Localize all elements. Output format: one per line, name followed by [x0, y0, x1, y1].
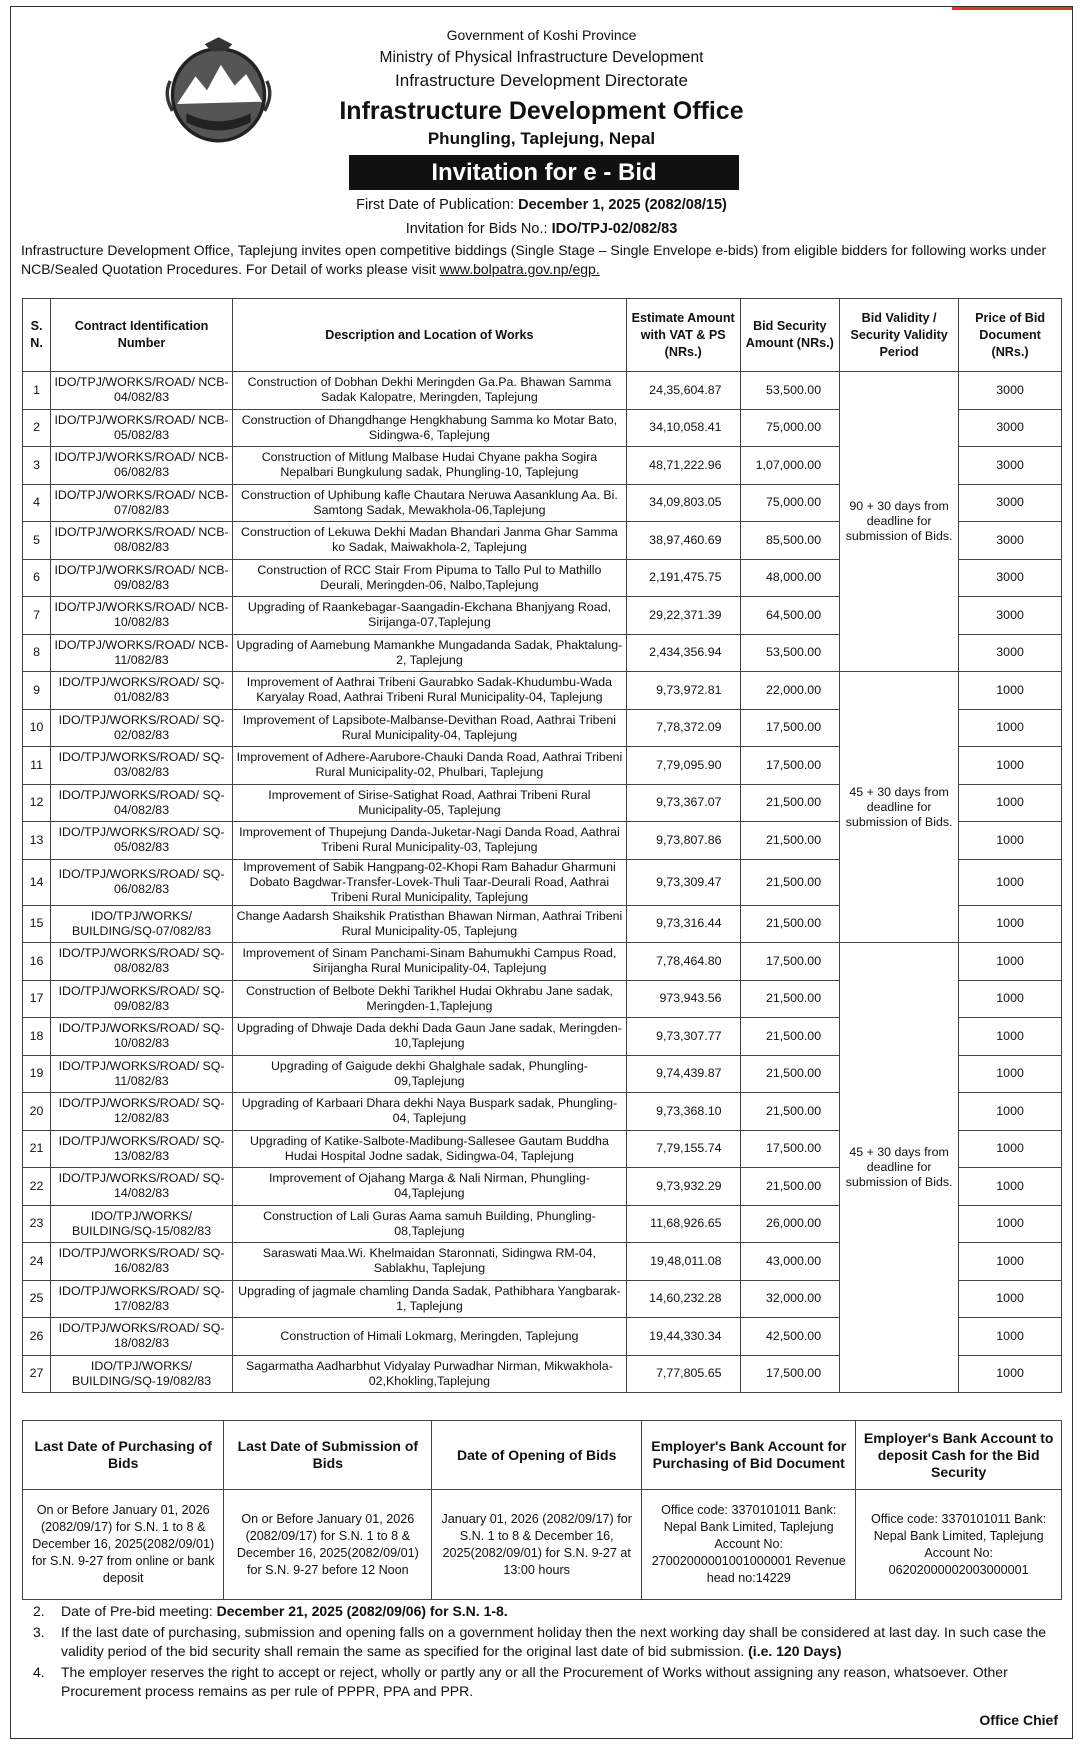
- cell-estimate: 14,60,232.28: [626, 1280, 740, 1318]
- cell-sn: 26: [23, 1318, 51, 1356]
- cell-contract-id: IDO/TPJ/WORKS/ BUILDING/SQ-07/082/83: [51, 905, 233, 943]
- cell-description: Improvement of Lapsibote-Malbanse-Devithan Road, Aathrai Tribeni Rural Municipality-04, Taplejung: [232, 709, 626, 747]
- header-last-submission: Last Date of Submission of Bids: [224, 1421, 432, 1490]
- cell-contract-id: IDO/TPJ/WORKS/ROAD/ NCB-11/082/83: [51, 634, 233, 672]
- cell-sn: 22: [23, 1168, 51, 1206]
- cell-contract-id: IDO/TPJ/WORKS/ROAD/ SQ-05/082/83: [51, 822, 233, 860]
- note-number: 3.: [33, 1624, 45, 1640]
- cell-price: 3000: [959, 522, 1062, 560]
- red-corner-mark: [952, 7, 1072, 10]
- cell-bid-security: 21,500.00: [740, 784, 840, 822]
- cell-sn: 13: [23, 822, 51, 860]
- cell-price: 1000: [959, 1318, 1062, 1356]
- intro-paragraph: Infrastructure Development Office, Taplejung invites open competitive biddings (Single Stage – Single Envelope e-bids) from eligible bidders for following works under NCB/Sealed Quotation Procedures. For Detail of works please visit www.bolpatra.gov.np/egp.: [21, 242, 1047, 277]
- cell-bid-security: 21,500.00: [740, 1093, 840, 1131]
- cell-price: 1000: [959, 905, 1062, 943]
- cell-description: Construction of Dhangdhange Hengkhabung Samma ko Motar Bato, Sidingwa-6, Taplejung: [232, 409, 626, 447]
- works-table-header: [23, 299, 1062, 372]
- cell-last-purchase: On or Before January 01, 2026 (2082/09/17) for S.N. 1 to 8 & December 16, 2025(2082/09/01) for S.N. 9-27 from online or bank deposit: [23, 1490, 224, 1600]
- office-title: Infrastructure Development Office: [339, 97, 744, 125]
- cell-bid-security: 21,500.00: [740, 822, 840, 860]
- cell-contract-id: IDO/TPJ/WORKS/ROAD/ NCB-10/082/83: [51, 597, 233, 635]
- col-header-contract-id: Contract Identification Number: [51, 299, 233, 372]
- works-table: [22, 298, 1062, 1393]
- cell-bid-security: 21,500.00: [740, 980, 840, 1018]
- invitation-banner: Invitation for e - Bid: [349, 155, 739, 190]
- cell-sn: 5: [23, 522, 51, 560]
- cell-sn: 18: [23, 1018, 51, 1056]
- cell-price: 1000: [959, 709, 1062, 747]
- cell-price: 1000: [959, 1168, 1062, 1206]
- cell-description: Upgrading of Raankebagar-Saangadin-Ekchana Bhanjyang Road, Sirijanga-07,Taplejung: [232, 597, 626, 635]
- cell-sn: 24: [23, 1243, 51, 1281]
- cell-sn: 7: [23, 597, 51, 635]
- cell-price: 1000: [959, 1018, 1062, 1056]
- col-header-description: Description and Location of Works: [232, 299, 626, 372]
- cell-sn: 21: [23, 1130, 51, 1168]
- cell-sn: 10: [23, 709, 51, 747]
- table-row: [23, 372, 1062, 410]
- table-row: [23, 672, 1062, 710]
- cell-estimate: 9,73,367.07: [626, 784, 740, 822]
- cell-bid-security: 42,500.00: [740, 1318, 840, 1356]
- notice-page: [10, 6, 1073, 1739]
- cell-price: 1000: [959, 1205, 1062, 1243]
- note-item: [33, 1663, 1063, 1701]
- cell-sn: 9: [23, 672, 51, 710]
- cell-estimate: 9,73,316.44: [626, 905, 740, 943]
- cell-sn: 2: [23, 409, 51, 447]
- cell-description: Construction of RCC Stair From Pipuma to Tallo Pul to Mathillo Deurali, Meringden-06, Nalbo,Taplejung: [232, 559, 626, 597]
- cell-estimate: 2,191,475.75: [626, 559, 740, 597]
- note-text: If the last date of purchasing, submission and opening falls on a government holiday then the next working day shall be considered at last day. In such case the validity period of the bid security shall remain the same as specified for the original last date of bid submission. (i.e. 120 Days): [61, 1624, 1047, 1659]
- cell-contract-id: IDO/TPJ/WORKS/ROAD/ SQ-17/082/83: [51, 1280, 233, 1318]
- cell-bid-security: 85,500.00: [740, 522, 840, 560]
- cell-estimate: 973,943.56: [626, 980, 740, 1018]
- cell-estimate: 7,79,155.74: [626, 1130, 740, 1168]
- cell-bid-security: 21,500.00: [740, 1018, 840, 1056]
- cell-sn: 15: [23, 905, 51, 943]
- cell-price: 1000: [959, 859, 1062, 905]
- cell-contract-id: IDO/TPJ/WORKS/ROAD/ SQ-14/082/83: [51, 1168, 233, 1206]
- cell-bid-security: 17,500.00: [740, 943, 840, 981]
- cell-bid-security: 75,000.00: [740, 484, 840, 522]
- cell-estimate: 9,73,307.77: [626, 1018, 740, 1056]
- cell-price: 3000: [959, 634, 1062, 672]
- cell-last-submission: On or Before January 01, 2026 (2082/09/17) for S.N. 1 to 8 & December 16, 2025(2082/09/01) for S.N. 9-27 before 12 Noon: [224, 1490, 432, 1600]
- note-number: 2.: [33, 1603, 45, 1619]
- cell-description: Construction of Himali Lokmarg, Meringden, Taplejung: [232, 1318, 626, 1356]
- cell-contract-id: IDO/TPJ/WORKS/ROAD/ SQ-01/082/83: [51, 672, 233, 710]
- col-header-bid-security: Bid Security Amount (NRs.): [740, 299, 840, 372]
- directorate-line: Infrastructure Development Directorate: [395, 71, 688, 90]
- note-item: [33, 1623, 1063, 1661]
- cell-opening: January 01, 2026 (2082/09/17) for S.N. 1 to 8 & December 16, 2025(2082/09/01) for S.N. 9-27 at 13:00 hours: [432, 1490, 642, 1600]
- cell-sn: 19: [23, 1055, 51, 1093]
- cell-sn: 14: [23, 859, 51, 905]
- cell-sn: 8: [23, 634, 51, 672]
- cell-bid-security: 75,000.00: [740, 409, 840, 447]
- cell-estimate: 48,71,222.96: [626, 447, 740, 485]
- cell-contract-id: IDO/TPJ/WORKS/ROAD/ SQ-06/082/83: [51, 859, 233, 905]
- cell-contract-id: IDO/TPJ/WORKS/ROAD/ SQ-18/082/83: [51, 1318, 233, 1356]
- cell-estimate: 9,73,368.10: [626, 1093, 740, 1131]
- dates-table: [22, 1420, 1062, 1600]
- cell-validity: 45 + 30 days from deadline for submission of Bids.: [840, 672, 959, 943]
- cell-bid-security: 26,000.00: [740, 1205, 840, 1243]
- cell-contract-id: IDO/TPJ/WORKS/ROAD/ SQ-12/082/83: [51, 1093, 233, 1131]
- cell-estimate: 9,73,309.47: [626, 859, 740, 905]
- cell-description: Construction of Mitlung Malbase Hudai Chyane pakha Sogira Nepalbari Bungkulung sadak, Phungling-10, Taplejung: [232, 447, 626, 485]
- ministry-line: Ministry of Physical Infrastructure Development: [379, 49, 704, 66]
- cell-description: Upgrading of Katike-Salbote-Madibung-Sallesee Gautam Buddha Hudai Hospital Jodne sadak, Sidingwa-04, Taplejung: [232, 1130, 626, 1168]
- cell-bid-security: 22,000.00: [740, 672, 840, 710]
- cell-sn: 27: [23, 1355, 51, 1393]
- cell-contract-id: IDO/TPJ/WORKS/ROAD/ SQ-16/082/83: [51, 1243, 233, 1281]
- col-header-sn: S. N.: [23, 299, 51, 372]
- notes-list: [33, 1602, 1063, 1703]
- cell-validity: 90 + 30 days from deadline for submission of Bids.: [840, 372, 959, 672]
- dates-table-header: [23, 1421, 1062, 1490]
- cell-description: Improvement of Sabik Hangpang-02-Khopi Ram Bahadur Gharmuni Dobato Bagdwar-Transfer-Lovek-Thuli Taar-Deurali Road, Aathrai Tribeni Rural Municipality, Taplejung: [232, 859, 626, 905]
- cell-price: 1000: [959, 1130, 1062, 1168]
- cell-contract-id: IDO/TPJ/WORKS/ROAD/ SQ-08/082/83: [51, 943, 233, 981]
- cell-estimate: 9,74,439.87: [626, 1055, 740, 1093]
- cell-estimate: 19,44,330.34: [626, 1318, 740, 1356]
- cell-estimate: 7,79,095.90: [626, 747, 740, 785]
- cell-estimate: 29,22,371.39: [626, 597, 740, 635]
- cell-price: 1000: [959, 1055, 1062, 1093]
- cell-bid-security: 1,07,000.00: [740, 447, 840, 485]
- publication-date: First Date of Publication: December 1, 2025 (2082/08/15): [356, 197, 727, 213]
- cell-bid-security: 21,500.00: [740, 859, 840, 905]
- office-location: Phungling, Taplejung, Nepal: [427, 129, 656, 148]
- cell-description: Construction of Belbote Dekhi Tarikhel Hudai Okhrabu Jane sadak, Meringden-1,Taplejung: [232, 980, 626, 1018]
- note-text: The employer reserves the right to accept or reject, wholly or partly any or all the Procurement of Works without assigning any reason, whatsoever. Other Procurement process remains as per rule of PPPR, PPA and PPR.: [61, 1664, 1008, 1699]
- cell-bid-security: 17,500.00: [740, 1355, 840, 1393]
- note-item: [33, 1602, 1063, 1621]
- cell-price: 3000: [959, 597, 1062, 635]
- cell-description: Change Aadarsh Shaikshik Pratisthan Bhawan Nirman, Aathrai Tribeni Rural Municipality-05, Taplejung: [232, 905, 626, 943]
- government-line: Government of Koshi Province: [446, 27, 637, 43]
- cell-description: Construction of Lekuwa Dekhi Madan Bhandari Janma Ghar Samma ko Sadak, Maiwakhola-2, Taplejung: [232, 522, 626, 560]
- cell-estimate: 34,10,058.41: [626, 409, 740, 447]
- cell-contract-id: IDO/TPJ/WORKS/ROAD/ NCB-06/082/83: [51, 447, 233, 485]
- cell-estimate: 9,73,932.29: [626, 1168, 740, 1206]
- cell-description: Upgrading of jagmale chamling Danda Sadak, Pathibhara Yangbarak-1, Taplejung: [232, 1280, 626, 1318]
- cell-description: Construction of Dobhan Dekhi Meringden Ga.Pa. Bhawan Samma Sadak Kalopatre, Meringden, Taplejung: [232, 372, 626, 410]
- cell-description: Improvement of Thupejung Danda-Juketar-Nagi Danda Road, Aathrai Tribeni Rural Municipality-03, Taplejung: [232, 822, 626, 860]
- cell-description: Upgrading of Gaigude dekhi Ghalghale sadak, Phungling-09,Taplejung: [232, 1055, 626, 1093]
- cell-description: Improvement of Sirise-Satighat Road, Aathrai Tribeni Rural Municipality-05, Taplejung: [232, 784, 626, 822]
- cell-price: 1000: [959, 1355, 1062, 1393]
- works-table-body: [23, 372, 1062, 1393]
- cell-bid-security: 17,500.00: [740, 1130, 840, 1168]
- cell-contract-id: IDO/TPJ/WORKS/ROAD/ SQ-11/082/83: [51, 1055, 233, 1093]
- cell-description: Construction of Lali Guras Aama samuh Building, Phungling-08,Taplejung: [232, 1205, 626, 1243]
- dates-table-row: [23, 1490, 1062, 1600]
- cell-contract-id: IDO/TPJ/WORKS/ROAD/ NCB-05/082/83: [51, 409, 233, 447]
- cell-bid-security: 53,500.00: [740, 372, 840, 410]
- cell-sn: 12: [23, 784, 51, 822]
- cell-price: 3000: [959, 447, 1062, 485]
- cell-price: 1000: [959, 822, 1062, 860]
- cell-price: 1000: [959, 784, 1062, 822]
- cell-description: Improvement of Aathrai Tribeni Gaurabko Sadak-Khudumbu-Wada Karyalay Road, Aathrai Tribeni Rural Municipality-04, Taplejung: [232, 672, 626, 710]
- cell-estimate: 7,77,805.65: [626, 1355, 740, 1393]
- cell-description: Upgrading of Karbaari Dhara dekhi Naya Buspark sadak, Phungling-04, Taplejung: [232, 1093, 626, 1131]
- cell-price: 1000: [959, 1243, 1062, 1281]
- cell-bid-security: 53,500.00: [740, 634, 840, 672]
- cell-price: 1000: [959, 1093, 1062, 1131]
- cell-contract-id: IDO/TPJ/WORKS/ROAD/ SQ-13/082/83: [51, 1130, 233, 1168]
- cell-contract-id: IDO/TPJ/WORKS/ROAD/ NCB-09/082/83: [51, 559, 233, 597]
- cell-contract-id: IDO/TPJ/WORKS/ BUILDING/SQ-15/082/83: [51, 1205, 233, 1243]
- cell-price: 3000: [959, 372, 1062, 410]
- cell-bid-security: 64,500.00: [740, 597, 840, 635]
- cell-contract-id: IDO/TPJ/WORKS/ROAD/ SQ-02/082/83: [51, 709, 233, 747]
- bolpatra-link[interactable]: www.bolpatra.gov.np/egp.: [439, 261, 600, 277]
- cell-price: 1000: [959, 747, 1062, 785]
- cell-sn: 25: [23, 1280, 51, 1318]
- cell-estimate: 9,73,807.86: [626, 822, 740, 860]
- cell-estimate: 24,35,604.87: [626, 372, 740, 410]
- cell-sn: 17: [23, 980, 51, 1018]
- cell-description: Improvement of Sinam Panchami-Sinam Bahumukhi Campus Road, Sirijangha Rural Municipality-04, Taplejung: [232, 943, 626, 981]
- note-number: 4.: [33, 1664, 45, 1680]
- cell-contract-id: IDO/TPJ/WORKS/ BUILDING/SQ-19/082/83: [51, 1355, 233, 1393]
- cell-sn: 11: [23, 747, 51, 785]
- cell-contract-id: IDO/TPJ/WORKS/ROAD/ NCB-08/082/83: [51, 522, 233, 560]
- header-bank-security: Employer's Bank Account to deposit Cash for the Bid Security: [856, 1421, 1062, 1490]
- cell-bank-purchase: Office code: 3370101011 Bank: Nepal Bank Limited, Taplejung Account No: 27002000001001000001 Revenue head no:14229: [642, 1490, 856, 1600]
- cell-description: Improvement of Ojahang Marga & Nali Nirman, Phungling-04,Taplejung: [232, 1168, 626, 1206]
- cell-sn: 16: [23, 943, 51, 981]
- cell-estimate: 11,68,926.65: [626, 1205, 740, 1243]
- cell-contract-id: IDO/TPJ/WORKS/ROAD/ NCB-07/082/83: [51, 484, 233, 522]
- cell-contract-id: IDO/TPJ/WORKS/ROAD/ NCB-04/082/83: [51, 372, 233, 410]
- cell-bid-security: 21,500.00: [740, 1168, 840, 1206]
- cell-bid-security: 21,500.00: [740, 1055, 840, 1093]
- cell-sn: 1: [23, 372, 51, 410]
- office-chief-signoff: Office Chief: [979, 1712, 1058, 1728]
- cell-estimate: 7,78,372.09: [626, 709, 740, 747]
- cell-price: 3000: [959, 409, 1062, 447]
- cell-description: Construction of Uphibung kafle Chautara Neruwa Aasanklung Aa. Bi. Samtong Sadak, Mewakhola-06,Taplejung: [232, 484, 626, 522]
- cell-bid-security: 17,500.00: [740, 747, 840, 785]
- cell-estimate: 9,73,972.81: [626, 672, 740, 710]
- header-last-purchase: Last Date of Purchasing of Bids: [23, 1421, 224, 1490]
- cell-sn: 20: [23, 1093, 51, 1131]
- cell-estimate: 7,78,464.80: [626, 943, 740, 981]
- cell-bid-security: 32,000.00: [740, 1280, 840, 1318]
- cell-contract-id: IDO/TPJ/WORKS/ROAD/ SQ-10/082/83: [51, 1018, 233, 1056]
- cell-validity: 45 + 30 days from deadline for submission of Bids.: [840, 943, 959, 1393]
- cell-sn: 6: [23, 559, 51, 597]
- cell-contract-id: IDO/TPJ/WORKS/ROAD/ SQ-04/082/83: [51, 784, 233, 822]
- cell-bid-security: 21,500.00: [740, 905, 840, 943]
- cell-description: Saraswati Maa.Wi. Khelmaidan Staronnati, Sidingwa RM-04, Sablakhu, Taplejung: [232, 1243, 626, 1281]
- cell-sn: 3: [23, 447, 51, 485]
- cell-price: 1000: [959, 1280, 1062, 1318]
- table-row: [23, 943, 1062, 981]
- col-header-validity: Bid Validity / Security Validity Period: [840, 299, 959, 372]
- header-opening: Date of Opening of Bids: [432, 1421, 642, 1490]
- cell-contract-id: IDO/TPJ/WORKS/ROAD/ SQ-03/082/83: [51, 747, 233, 785]
- cell-bid-security: 48,000.00: [740, 559, 840, 597]
- cell-price: 1000: [959, 980, 1062, 1018]
- cell-sn: 4: [23, 484, 51, 522]
- cell-bid-security: 17,500.00: [740, 709, 840, 747]
- cell-sn: 23: [23, 1205, 51, 1243]
- cell-description: Upgrading of Aamebung Mamankhe Mungadanda Sadak, Phaktalung-2, Taplejung: [232, 634, 626, 672]
- cell-estimate: 34,09,803.05: [626, 484, 740, 522]
- ifb-number: Invitation for Bids No.: IDO/TPJ-02/082/83: [405, 221, 678, 237]
- cell-bank-security: Office code: 3370101011 Bank: Nepal Bank Limited, Taplejung Account No: 06202000002003000001: [856, 1490, 1062, 1600]
- cell-price: 1000: [959, 672, 1062, 710]
- cell-description: Sagarmatha Aadharbhut Vidyalay Purwadhar Nirman, Mikwakhola-02,Khokling,Taplejung: [232, 1355, 626, 1393]
- cell-price: 3000: [959, 559, 1062, 597]
- note-text: Date of Pre-bid meeting: December 21, 2025 (2082/09/06) for S.N. 1-8.: [61, 1603, 508, 1619]
- cell-estimate: 2,434,356.94: [626, 634, 740, 672]
- cell-contract-id: IDO/TPJ/WORKS/ROAD/ SQ-09/082/83: [51, 980, 233, 1018]
- cell-description: Upgrading of Dhwaje Dada dekhi Dada Gaun Jane sadak, Meringden-10,Taplejung: [232, 1018, 626, 1056]
- cell-bid-security: 43,000.00: [740, 1243, 840, 1281]
- col-header-price: Price of Bid Document (NRs.): [959, 299, 1062, 372]
- cell-price: 3000: [959, 484, 1062, 522]
- cell-description: Improvement of Adhere-Aarubore-Chauki Danda Road, Aathrai Tribeni Rural Municipality-02, Phulbari, Taplejung: [232, 747, 626, 785]
- col-header-estimate: Estimate Amount with VAT & PS (NRs.): [626, 299, 740, 372]
- cell-estimate: 19,48,011.08: [626, 1243, 740, 1281]
- header-bank-purchase: Employer's Bank Account for Purchasing of Bid Document: [642, 1421, 856, 1490]
- cell-estimate: 38,97,460.69: [626, 522, 740, 560]
- cell-price: 1000: [959, 943, 1062, 981]
